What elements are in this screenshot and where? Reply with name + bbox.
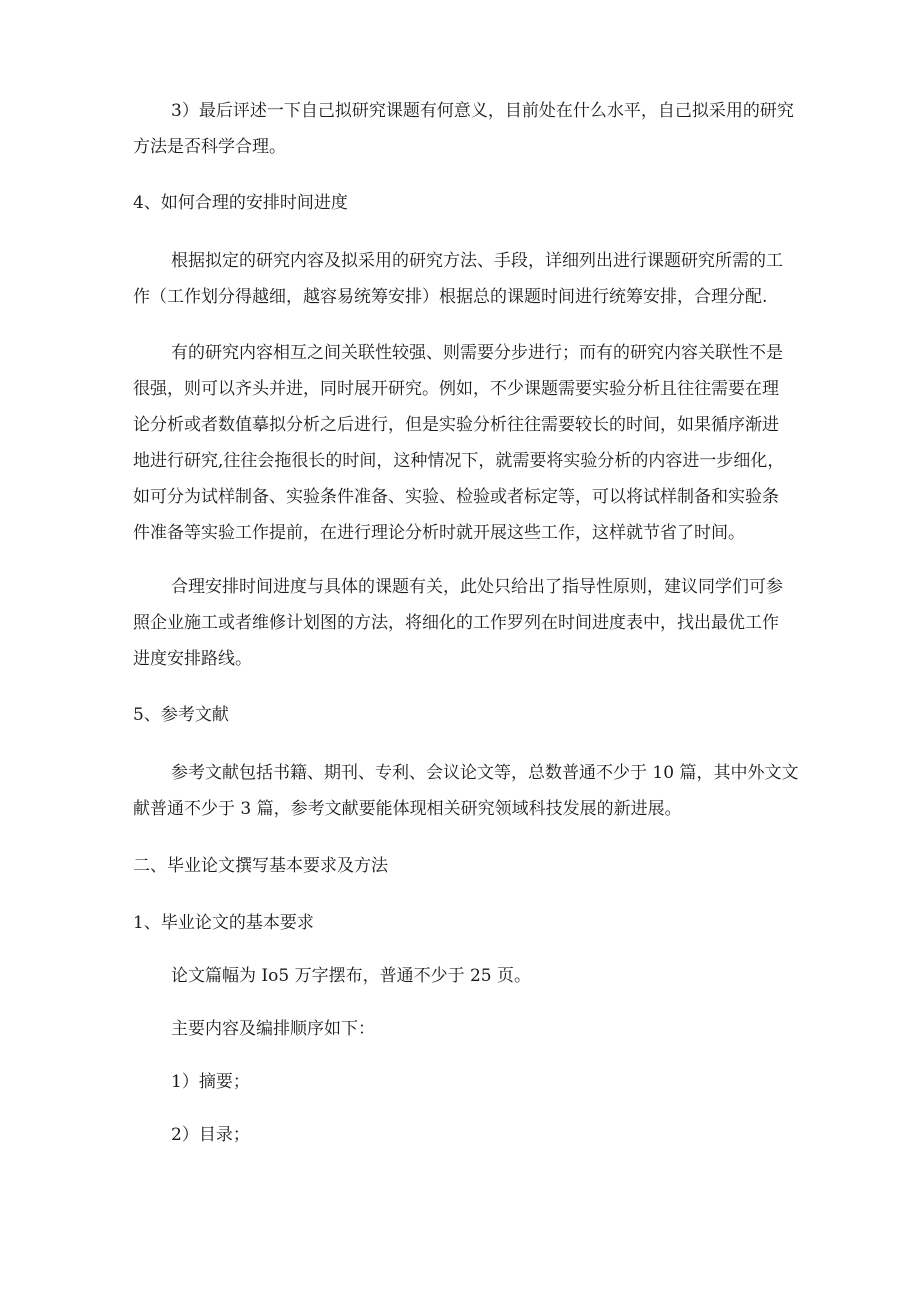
text-line: 论分析或者数值摹拟分析之后进行，但是实验分析往往需要较长的时间，如果循序渐进 (133, 415, 779, 435)
paragraph-schedule-intro (133, 243, 801, 315)
section-heading-references (133, 697, 801, 733)
text-line: 献普通不少于 3 篇，参考文献要能体现相关研究领域科技发展的新进展。 (133, 799, 682, 819)
list-item-contents (133, 1117, 801, 1153)
heading-text: 5、参考文献 (133, 705, 229, 725)
paragraph-evaluation (133, 93, 801, 165)
paragraph-schedule-summary (133, 569, 801, 677)
heading-text: 二、毕业论文撰写基本要求及方法 (133, 856, 388, 876)
text-line: 很强，则可以齐头并进，同时展开研究。例如，不少课题需要实验分析且往往需要在理 (133, 379, 779, 399)
text-line: 1）摘要； (171, 1072, 250, 1092)
chapter-heading-writing-requirements (133, 848, 801, 884)
section-heading-basic-requirements (133, 905, 801, 941)
section-heading-schedule (133, 185, 801, 221)
text-line: 如可分为试样制备、实验条件准备、实验、检验或者标定等，可以将试样制备和实验条 (133, 487, 779, 507)
text-line: 主要内容及编排顺序如下： (171, 1019, 375, 1039)
heading-text: 4、如何合理的安排时间进度 (133, 193, 348, 213)
text-line: 方法是否科学合理。 (133, 137, 286, 157)
paragraph-length-requirement (133, 958, 801, 994)
list-item-abstract (133, 1064, 801, 1100)
text-line: 有的研究内容相互之间关联性较强、则需要分步进行；而有的研究内容关联性不是 (171, 343, 783, 363)
text-line: 件准备等实验工作提前，在进行理论分析时就开展这些工作，这样就节省了时间。 (133, 523, 745, 543)
text-line: 地进行研究,往往会拖很长的时间，这种情况下，就需要将实验分析的内容进一步细化， (133, 451, 785, 471)
text-line: 参考文献包括书籍、期刊、专利、会议论文等，总数普通不少于 10 篇，其中外文文 (171, 763, 799, 783)
text-line: 3）最后评述一下自己拟研究课题有何意义，目前处在什么水平，自己拟采用的研究 (171, 101, 794, 121)
paragraph-schedule-detail (133, 335, 801, 551)
text-line: 照企业施工或者维修计划图的方法，将细化的工作罗列在时间进度表中，找出最优工作 (133, 613, 779, 633)
text-line: 2）目录； (171, 1125, 250, 1145)
text-line: 作（工作划分得越细，越容易统筹安排）根据总的课题时间进行统筹安排，合理分配. (133, 287, 768, 307)
heading-text: 1、毕业论文的基本要求 (133, 913, 314, 933)
paragraph-content-order (133, 1011, 801, 1047)
text-line: 进度安排路线。 (133, 649, 252, 669)
paragraph-references (133, 755, 801, 827)
text-line: 合理安排时间进度与具体的课题有关，此处只给出了指导性原则，建议同学们可参 (171, 577, 783, 597)
text-line: 论文篇幅为 Io5 万字摆布，普通不少于 25 页。 (171, 966, 532, 986)
text-line: 根据拟定的研究内容及拟采用的研究方法、手段，详细列出进行课题研究所需的工 (171, 251, 783, 271)
